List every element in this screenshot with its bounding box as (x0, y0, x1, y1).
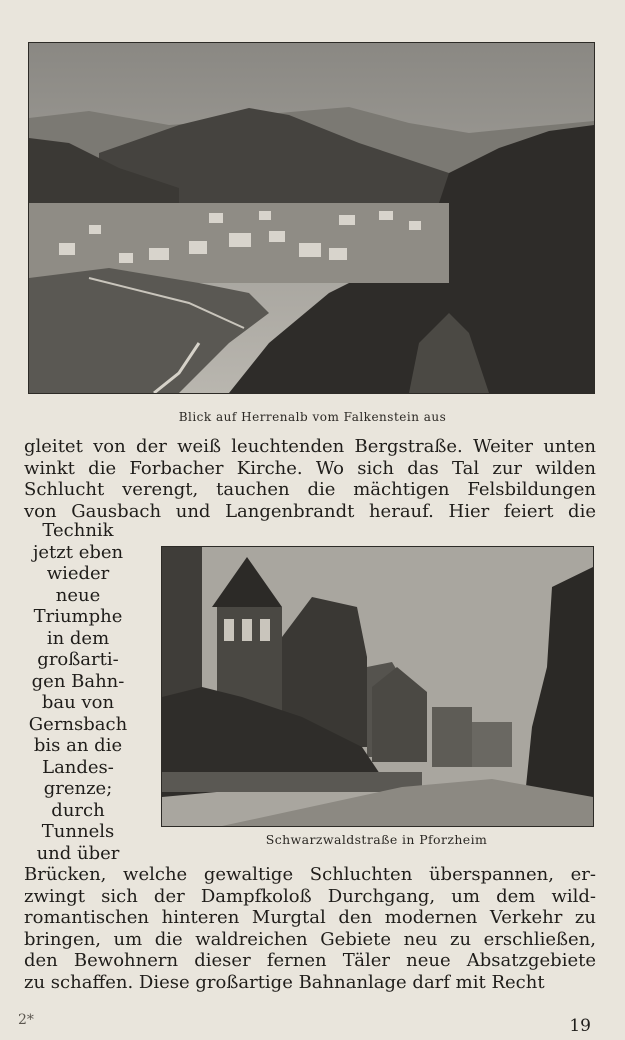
text-line: Technik (42, 520, 114, 541)
text-line: bau von (41, 692, 115, 713)
text-line: neue (55, 584, 101, 606)
text-line: winkt die Forbacher Kirche. Wo sich das Tal zur wilden (24, 457, 596, 479)
photo-herrenalb (28, 42, 595, 394)
text-line: von Gausbach und Langenbrandt herauf. Hier feiert die (24, 500, 596, 522)
text-line: in dem (46, 627, 110, 649)
text-line: grenze; (43, 778, 113, 799)
text-line: den Bewohnern dieser fernen Täler neue Absatzgebiete (24, 950, 596, 971)
caption-pforzheim: Schwarzwaldstraße in Pforzheim (265, 832, 488, 847)
landscape-photo (29, 43, 594, 393)
text-line: gleitet von der weiß leuchtenden Bergstraße. Weiter unten (24, 436, 596, 457)
text-line: wieder (46, 563, 110, 584)
caption-herrenalb: Blick auf Herrenalb vom Falkenstein aus (178, 410, 447, 424)
text-line: Schlucht verengt, tauchen die mächtigen Felsbildungen (24, 479, 596, 500)
text-line: jetzt eben (32, 541, 124, 563)
text-line: durch (51, 799, 105, 821)
text-line: und über (36, 842, 120, 864)
paragraph-block-1 (24, 436, 596, 522)
page-number: 19 (569, 1016, 591, 1036)
text-line: bis an die (33, 735, 123, 756)
text-line: Landes- (42, 756, 114, 778)
text-line: zu schaffen. Diese großartige Bahnanlage darf mit Recht (24, 971, 545, 993)
text-line: Gernsbach (28, 713, 128, 735)
street-photo (162, 547, 593, 826)
narrow-text-column (24, 520, 132, 864)
text-line: romantischen hinteren Murgtal den modernen Verkehr zu (24, 907, 596, 928)
text-line: zwingt sich der Dampfkoloß Durchgang, um dem wild- (24, 885, 596, 907)
text-line: gen Bahn- (31, 670, 125, 692)
text-line: Tunnels (41, 821, 115, 842)
signature-mark: 2* (18, 1012, 34, 1028)
text-line: bringen, um die waldreichen Gebiete neu zu erschließen, (24, 928, 596, 950)
paragraph-block-2 (24, 864, 596, 993)
text-line: großarti- (37, 649, 119, 670)
text-line: Triumphe (33, 606, 123, 627)
photo-pforzheim (161, 546, 594, 827)
text-line: Brücken, welche gewaltige Schluchten überspannen, er- (24, 864, 596, 885)
